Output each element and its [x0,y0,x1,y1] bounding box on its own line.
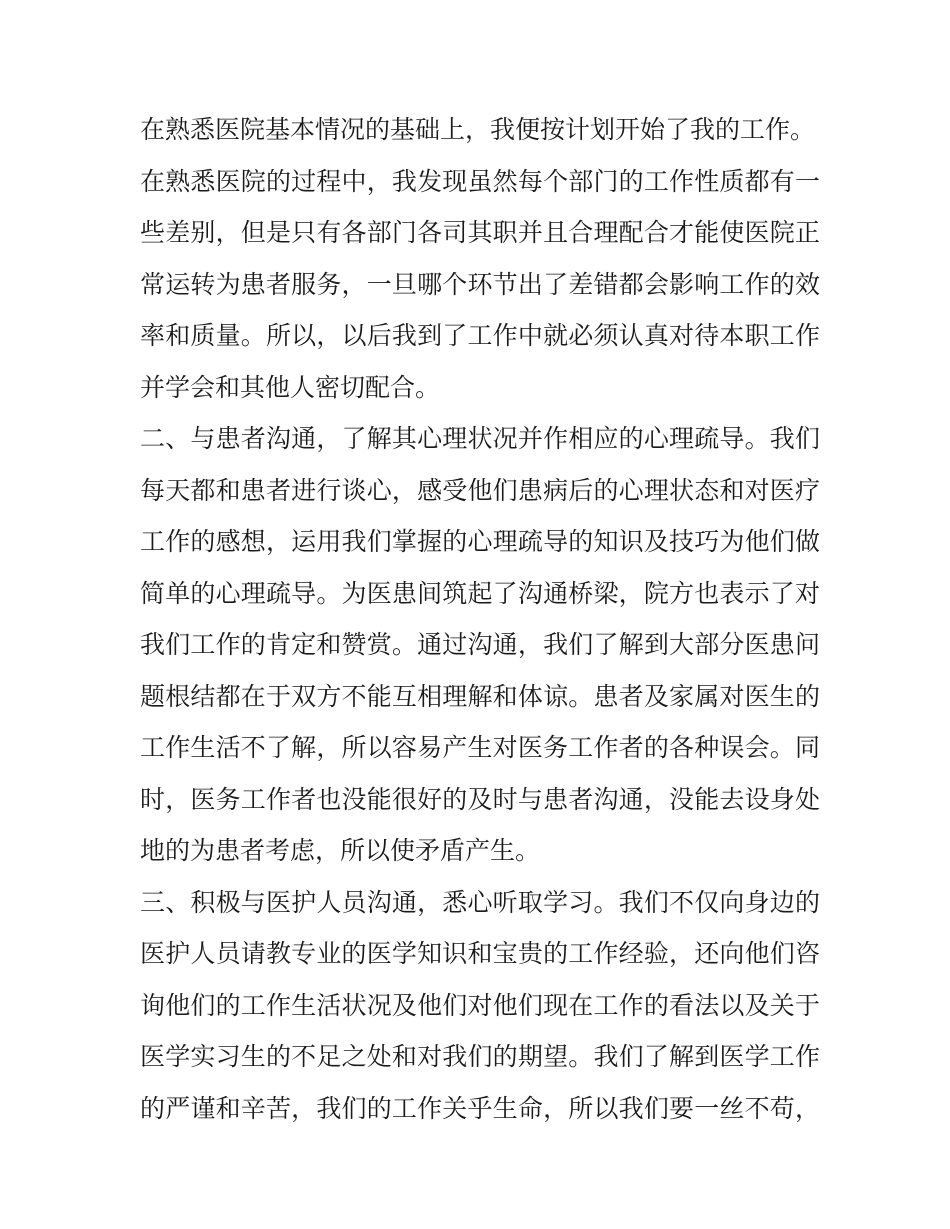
text-line: 在熟悉医院的过程中，我发现虽然每个部门的工作性质都有一 [140,166,820,196]
text-line: 三、积极与医护人员沟通，悉心听取学习。我们不仅向身边的 [140,887,820,917]
text-line: 在熟悉医院基本情况的基础上，我便按计划开始了我的工作。 [140,115,816,144]
body-text [140,104,820,1134]
text-line: 询他们的工作生活状况及他们对他们现在工作的看法以及关于 [140,990,820,1020]
text-line: 二、与患者沟通，了解其心理状况并作相应的心理疏导。我们 [140,424,820,453]
text-line: 并学会和其他人密切配合。 [140,372,441,402]
text-line: 题根结都在于双方不能互相理解和体谅。患者及家属对医生的 [140,681,820,711]
text-line: 的严谨和辛苦，我们的工作关乎生命，所以我们要一丝不苟， [140,1093,820,1123]
text-line: 地的为患者考虑，所以使矛盾产生。 [140,836,541,865]
text-line: 工作生活不了解，所以容易产生对医务工作者的各种误会。同 [140,733,820,762]
text-line: 常运转为患者服务，一旦哪个环节出了差错都会影响工作的效 [140,269,820,299]
text-line: 时，医务工作者也没能很好的及时与患者沟通，没能去设身处 [140,784,820,814]
text-line: 医护人员请教专业的医学知识和宝贵的工作经验，还向他们咨 [140,939,820,968]
text-line: 工作的感想，运用我们掌握的心理疏导的知识及技巧为他们做 [140,527,820,556]
text-line: 医学实习生的不足之处和对我们的期望。我们了解到医学工作 [140,1042,820,1071]
text-line: 率和质量。所以，以后我到了工作中就必须认真对待本职工作 [140,321,820,350]
text-line: 简单的心理疏导。为医患间筑起了沟通桥梁，院方也表示了对 [140,578,820,608]
text-line: 我们工作的肯定和赞赏。通过沟通，我们了解到大部分医患问 [140,630,820,659]
text-line: 些差别，但是只有各部门各司其职并且合理配合才能使医院正 [140,218,820,247]
text-line: 每天都和患者进行谈心，感受他们患病后的心理状态和对医疗 [140,475,820,505]
